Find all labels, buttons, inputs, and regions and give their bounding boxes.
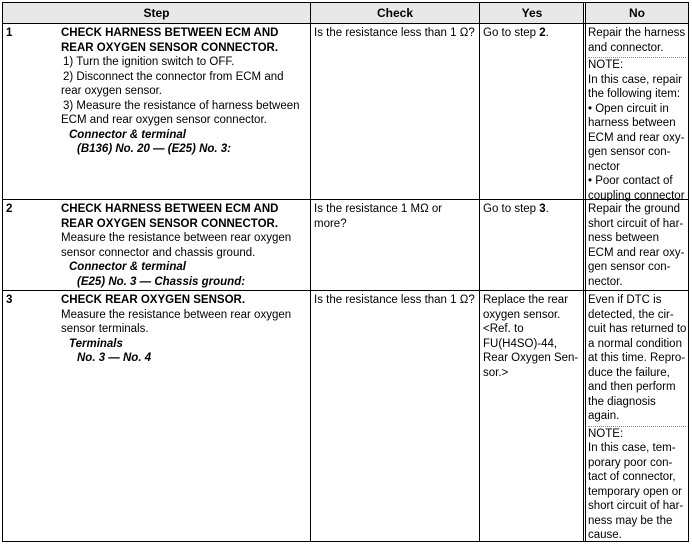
no-action: Repair the ground short circuit of har- ness between ECM and rear oxy- gen sensor con- nector. — [588, 203, 685, 288]
step-line: Measure the resistance between rear oxygen — [61, 308, 292, 321]
header-check: Check — [311, 3, 479, 23]
step-line: rear oxygen sensor. — [61, 85, 163, 97]
yes-action: Go to step 3. — [483, 203, 549, 215]
step-line: sensor terminals. — [61, 323, 149, 335]
step-description — [61, 26, 307, 157]
check-question: Is the resistance less than 1 Ω? — [314, 294, 475, 306]
diagnostic-table — [2, 2, 689, 542]
spec-value: (E25) No. 3 — Chassis ground: — [77, 275, 246, 288]
step-link[interactable]: 2 — [539, 27, 546, 39]
column-divider-no — [583, 3, 586, 541]
step-number: 2 — [6, 203, 13, 215]
column-divider-yes — [479, 3, 480, 541]
step-description — [61, 293, 307, 366]
spec-label: Connector & terminal — [69, 128, 186, 141]
step-number: 1 — [6, 27, 13, 39]
step-line: ECM and rear oxygen sensor connector. — [61, 114, 267, 126]
step-line: Measure the resistance between rear oxygen — [61, 232, 292, 244]
note-label: NOTE: — [588, 57, 686, 73]
no-action: Repair the harness and connector. NOTE: In this case, repair the following item: • Open circuit in harness between ECM and rear oxy- gen sensor con- nector • Poor contact of coupling connector — [588, 27, 686, 202]
header-yes: Yes — [480, 3, 584, 23]
step-title: REAR OXYGEN SENSOR CONNECTOR. — [61, 217, 279, 230]
step-link[interactable]: 3 — [539, 203, 546, 215]
yes-action: Go to step 2. — [483, 27, 549, 39]
header-step: Step — [3, 3, 310, 23]
step-line: 1) Turn the ignition switch to OFF. — [63, 56, 235, 68]
yes-action: Replace the rear oxygen sensor. <Ref. to FU(H4SO)-44, Rear Oxygen Sen- sor.> — [483, 294, 579, 379]
reference-link[interactable]: <Ref. to — [483, 323, 524, 335]
reference-link[interactable]: FU(H4SO)-44, — [483, 337, 558, 350]
spec-label: Connector & terminal — [69, 261, 186, 273]
step-line: 3) Measure the resistance of harness between — [63, 99, 300, 112]
step-description — [61, 202, 307, 289]
spec-value: No. 3 — No. 4 — [77, 352, 152, 364]
no-action: Even if DTC is detected, the cir- cuit has returned to a normal condition at this time. Repro- duce the failure, and then perform the diagnosis again. NOTE: In this case, tem- porary poor con- tact of connector, temporary open or short circuit of har- ness may be the cause. — [588, 294, 687, 541]
step-title: CHECK HARNESS BETWEEN ECM AND — [61, 27, 279, 39]
reference-link[interactable]: sor.> — [483, 366, 509, 379]
reference-link[interactable]: Rear Oxygen Sen- — [483, 352, 579, 364]
column-divider-check — [310, 3, 311, 541]
check-question: Is the resistance 1 MΩ or more? — [314, 203, 443, 230]
header-no: No — [586, 3, 688, 23]
step-line: sensor connector and chassis ground. — [61, 246, 256, 259]
step-title: CHECK REAR OXYGEN SENSOR. — [61, 294, 246, 306]
step-line: 2) Disconnect the connector from ECM and — [63, 70, 284, 83]
step-number: 3 — [6, 294, 13, 306]
spec-value: (B136) No. 20 — (E25) No. 3: — [77, 143, 232, 155]
note-label: NOTE: — [588, 426, 686, 442]
spec-label: Terminals — [69, 337, 123, 350]
check-question: Is the resistance less than 1 Ω? — [314, 27, 475, 39]
step-title: CHECK HARNESS BETWEEN ECM AND — [61, 203, 279, 215]
step-title: REAR OXYGEN SENSOR CONNECTOR. — [61, 41, 279, 54]
